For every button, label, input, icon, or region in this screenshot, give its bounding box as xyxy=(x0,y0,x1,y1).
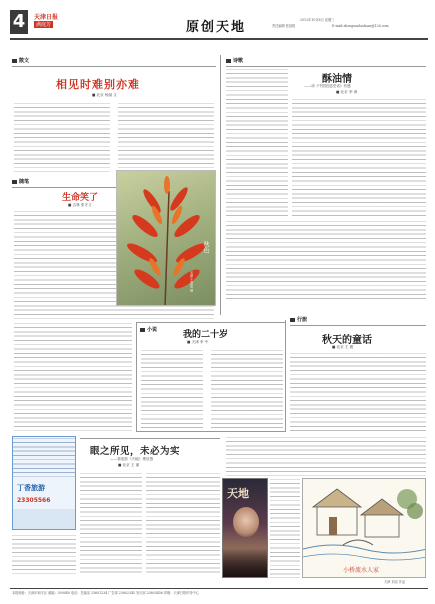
tag-xingxiang: 行旅 xyxy=(290,316,307,323)
a6-title: 眼之所见，未必为实 xyxy=(90,446,181,457)
footer-rule xyxy=(10,588,428,589)
a4-title: 秋天的童话 xyxy=(322,335,372,346)
paper-name: 天津日报 xyxy=(34,14,59,21)
village-sketch-graphic xyxy=(303,479,426,578)
a1-title: 相见时难别亦难 xyxy=(56,78,140,91)
email-line: E-mail:zhenguanlaokanr@126.com xyxy=(332,24,389,28)
autumn-leaves-photo xyxy=(116,170,216,306)
ad-title: 丁香旅游 xyxy=(17,484,45,492)
paper-subname: 满庭芳 xyxy=(36,22,52,28)
editors-line: 责任编辑 张祖根 xyxy=(272,24,296,28)
a6-body-far-left xyxy=(12,534,76,574)
a4-rule xyxy=(290,325,426,326)
poster-side-text xyxy=(270,478,300,578)
a6-title-box xyxy=(80,438,220,470)
a3-author: ■ 北京 李 涛 xyxy=(336,90,358,94)
photo-caption: 秋色 xyxy=(202,241,209,253)
a6-body-mid xyxy=(146,472,220,574)
poster-bottom xyxy=(223,549,268,578)
masthead-rule xyxy=(10,38,428,40)
sketch-frame xyxy=(302,478,426,578)
a1-author: ■ 北京 杨丽 文 xyxy=(92,93,117,97)
a2-title: 生命笑了 xyxy=(62,193,99,203)
issue-date: 2012年10月8日 星期三 xyxy=(300,18,335,22)
a6-author: ■ 北京 王 丽 xyxy=(118,463,140,467)
a5-author: ■ 天津 李 中 xyxy=(187,340,209,344)
tag-xiaoshuo: 小说 xyxy=(140,326,157,333)
a4-body-right xyxy=(226,436,426,476)
ad-box xyxy=(12,436,76,530)
a3-subtitle: ——读《中国宫廷史话》有感 xyxy=(304,84,351,88)
a3-body xyxy=(292,98,426,218)
sketch-caption: 小桥流水人家 xyxy=(343,567,380,574)
a1-rule xyxy=(12,66,216,67)
photo-credit: 天津 王洪泉 摄 xyxy=(189,271,194,293)
tag-suibi: 随笔 xyxy=(12,178,29,185)
sketch-credit: 天津 刘洁 作品 xyxy=(384,580,406,584)
a6-subtitle: ——看电影《天地》观后感 xyxy=(110,457,154,461)
section-title: 原创天地 xyxy=(186,20,247,35)
a1-body xyxy=(14,102,214,172)
masthead xyxy=(10,8,428,46)
a5-box xyxy=(136,322,286,432)
a2-body-lower xyxy=(14,322,132,432)
a2-rule xyxy=(12,187,122,188)
tag-shige: 诗歌 xyxy=(226,57,243,64)
a3-title: 酥油情 xyxy=(322,74,352,85)
a2-author: ■ 吉林 张守义 xyxy=(68,203,92,207)
page-number-badge: 4 xyxy=(10,10,28,34)
ad-footer-band xyxy=(13,509,75,529)
a6-body-left xyxy=(80,472,142,574)
ad-top-band xyxy=(13,437,75,477)
tag-sanwen: 散文 xyxy=(12,57,29,64)
leaf-cluster-graphic xyxy=(117,171,216,306)
a5-title: 我的二十岁 xyxy=(183,330,229,340)
poster-title: 天地 xyxy=(227,487,249,500)
a3-body-left xyxy=(226,68,288,218)
a4-author: ■ 北京 王 媛 xyxy=(332,345,354,349)
a5-body-right xyxy=(211,349,283,429)
a3-rule xyxy=(226,66,426,67)
a5-body-left xyxy=(141,349,203,429)
footer-line: 本报地址：天津市和平区 邮编：300040 电话：总编室 23601234 广告部 23602345 发行部 23603456 印刷：天津日报印务中心 xyxy=(12,591,199,595)
movie-poster xyxy=(222,478,268,578)
a3-body-lower xyxy=(226,220,426,302)
poster-face xyxy=(233,507,259,537)
ad-phone: 23305566 xyxy=(17,497,51,504)
column-divider-1 xyxy=(220,55,221,315)
a4-body xyxy=(290,352,426,432)
